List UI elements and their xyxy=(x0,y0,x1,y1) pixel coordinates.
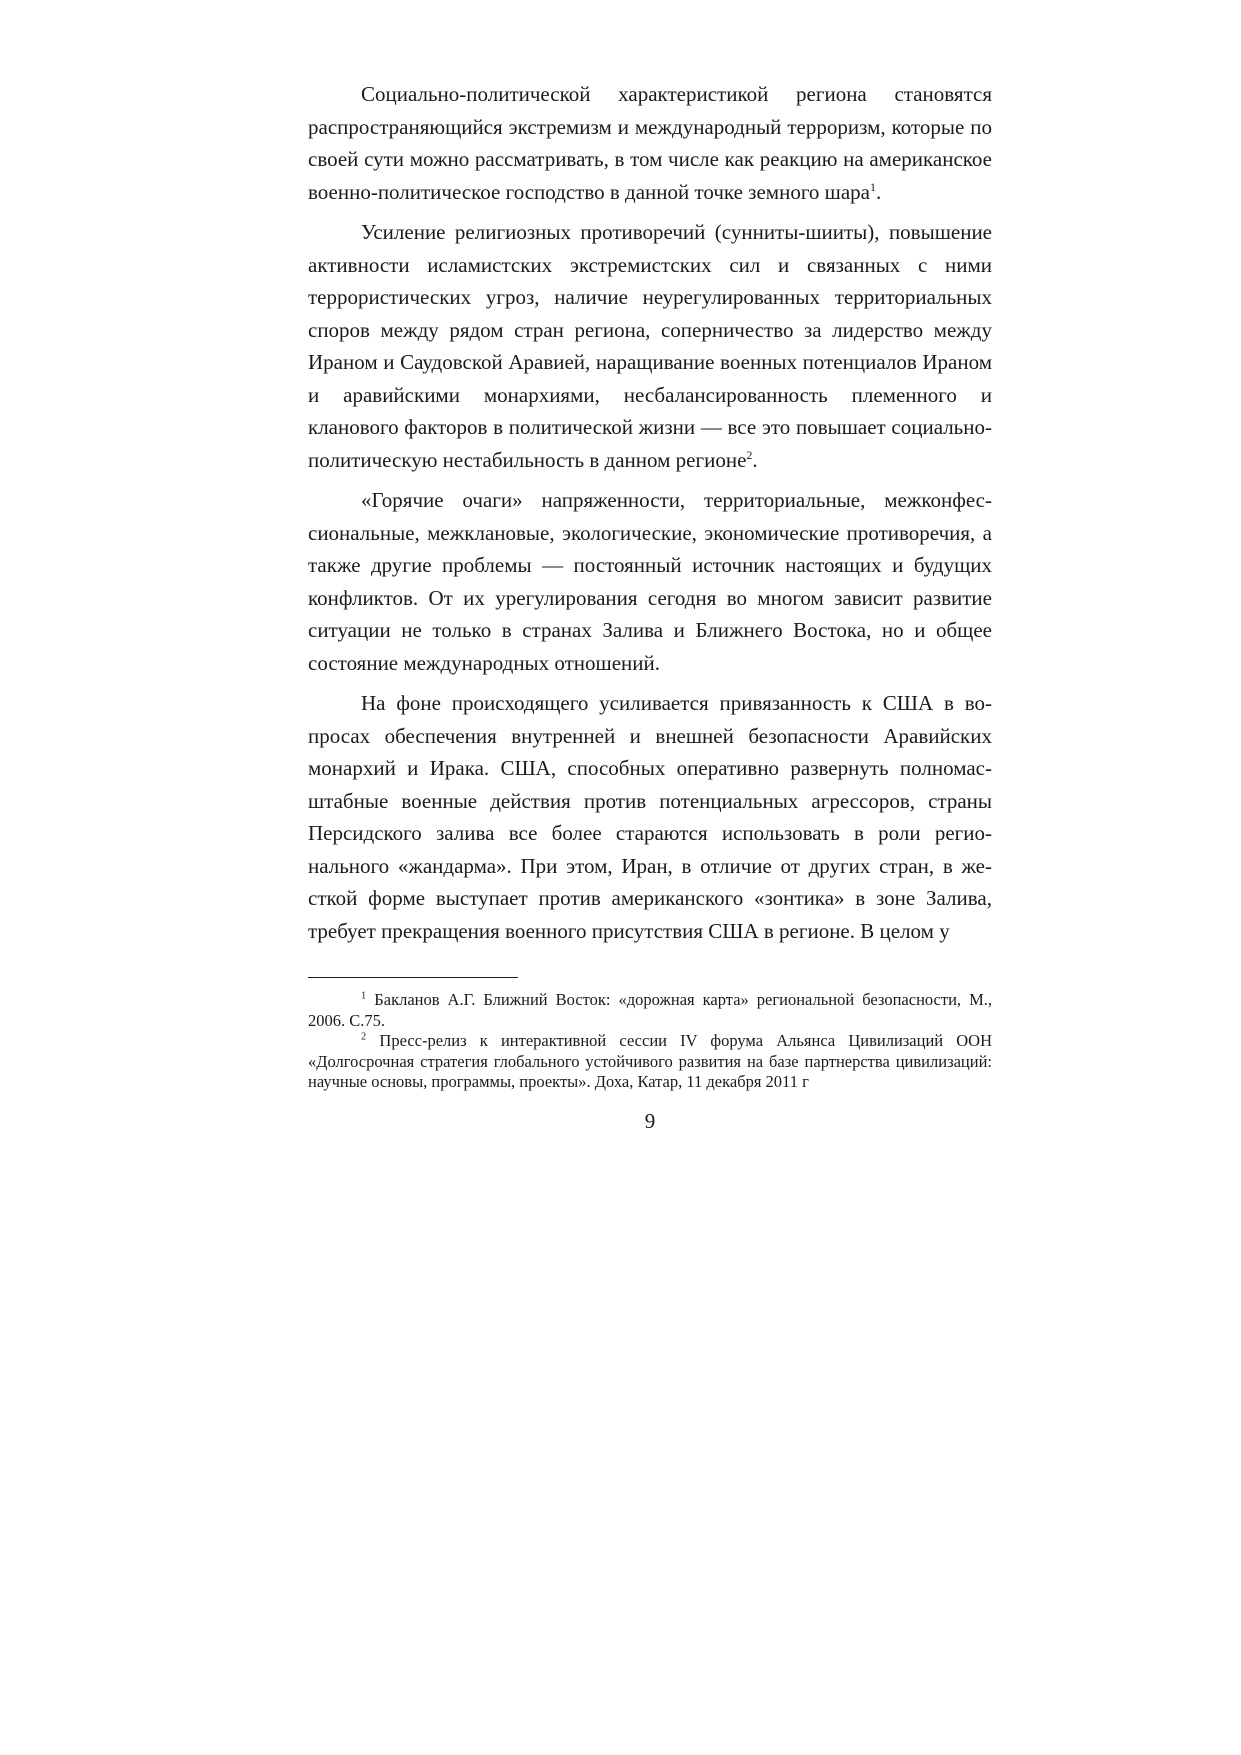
footnote-2-text: Пресс-релиз к интерактивной сессии IV форума Альянса Цивилизаций ООН «Долгосрочная стратегия глобального устойчивого развития на базе партнерства цивилизаций: научные основы, программы, проекты». Доха, Катар, 11 декабря 2011 г xyxy=(308,1031,993,1091)
footnote-ref-2[interactable]: 2 xyxy=(746,447,753,462)
paragraph-4-text: На фоне происходящего усиливается привязанность к США в вопросах обеспечения внутренней и внешней безопасности Аравийских монархий и Ирака. США, способных оперативно развернуть полномасштабные военные действия против потенциальных агрессоров, страны Персидского залива все более стараются использовать в роли регионального «жандарма». При этом, Иран, в отличие от других стран, в жесткой форме выступает против американского «зонтика» в зоне Залива, требует прекращения военного присутствия США в регионе. В целом у xyxy=(308,691,992,943)
footnote-2-number: 2 xyxy=(361,1031,367,1043)
footnote-1 xyxy=(308,990,992,1031)
footnote-2 xyxy=(308,1031,992,1093)
paragraph-2 xyxy=(308,216,992,476)
document-page xyxy=(308,78,992,1134)
paragraph-3-text: «Горячие очаги» напряженности, территориальные, межконфессиональные, межклановые, экологические, экономические противоречия, а также другие проблемы — постоянный источник настоящих и будущих конфликтов. От их урегулирования сегодня во многом зависит развитие ситуации не только в странах Залива и Ближнего Востока, но и общее состояние международных отношений. xyxy=(308,488,992,675)
paragraph-1-end: . xyxy=(875,179,882,204)
paragraph-2-text: Усиление религиозных противоречий (сунниты-шииты), повышение активности исламистских экстремистских сил и связанных с ними террористических угроз, наличие неурегулированных территориальных споров между рядом стран региона, соперничество за лидерство между Ираном и Саудовской Аравией, наращивание военных потенциалов Ираном и аравийскими монархиями, несбалансированность племенного и кланового факторов в политической жизни — все это повышает социально-политическую нестабильность в данном регионе xyxy=(308,220,992,472)
footnote-1-text: Бакланов А.Г. Ближний Восток: «дорожная карта» региональной безопасности, М., 2006. С.75. xyxy=(308,990,992,1030)
paragraph-2-end: . xyxy=(752,447,758,472)
paragraph-1 xyxy=(308,78,992,208)
footnote-divider xyxy=(308,977,518,978)
page-number: 9 xyxy=(644,1108,656,1133)
footnote-1-number: 1 xyxy=(361,990,367,1002)
paragraph-1-text: Социально-политической характеристикой региона становятся распространяющийся экстремизм и международный терроризм, которые по своей сути можно рассматривать, в том числе как реакцию на американское военно-политическое господство в данной точке земного шара xyxy=(308,82,992,204)
paragraph-4 xyxy=(308,687,992,947)
paragraph-3 xyxy=(308,484,992,679)
footnote-ref-1[interactable]: 1 xyxy=(869,179,876,194)
